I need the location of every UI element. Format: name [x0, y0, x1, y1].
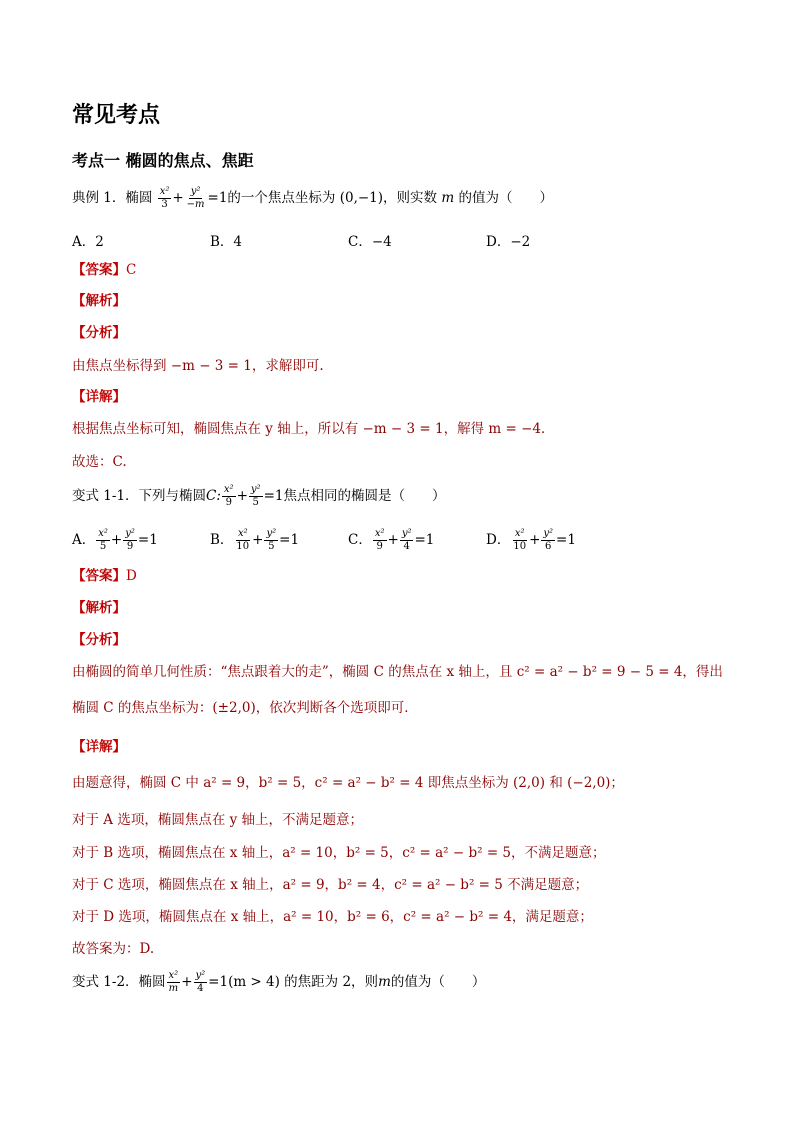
ex1-answer: 【答案】C [72, 262, 137, 278]
ex1-option-d: D．−2 [486, 234, 531, 250]
var1-choose: 故答案为：D. [72, 941, 155, 957]
ex1-option-a: A．2 [72, 234, 104, 250]
ex1-fenxi-text: 由焦点坐标得到 −m − 3 = 1，求解即可. [72, 358, 324, 374]
var1-detail-2: 对于 A 选项，椭圆焦点在 y 轴上，不满足题意； [72, 812, 364, 828]
var1-fenxi-line1: 由椭圆的简单几何性质：“焦点跟着大的走”，椭圆 C 的焦点在 x 轴上，且 c² = a² − b² = 9 − 5 = 4，得出 [72, 664, 723, 680]
var1-detail-4: 对于 C 选项，椭圆焦点在 x 轴上，a² = 9，b² = 4，c² = a² − b² = 5 不满足题意； [72, 877, 589, 893]
var1-analysis-tag: 【解析】 [72, 600, 126, 616]
ex1-choose: 故选：C. [72, 454, 127, 470]
var1-answer: 【答案】D [72, 568, 137, 584]
ex1-fenxi-tag: 【分析】 [72, 325, 126, 341]
ex1-analysis-tag: 【解析】 [72, 293, 126, 309]
var1-option-a: A． $\frac{\text{x²}}{5}$ + $\frac{\text{y²}}{9}$ =1 [72, 528, 158, 552]
ex1-option-b: B．4 [210, 234, 243, 250]
var1-detail-3: 对于 B 选项，椭圆焦点在 x 轴上，a² = 10，b² = 5，c² = a² − b² = 5，不满足题意； [72, 845, 606, 861]
ex1-option-c: C．−4 [348, 234, 392, 250]
var1-fenxi-tag: 【分析】 [72, 632, 126, 648]
var1-option-d: D． $\frac{\text{x²}}{10}$ + $\frac{\text{y²}}{6}$ =1 [486, 528, 576, 552]
variant-1-1-question: 变式 1-1．下列与椭圆C: $\frac{\text{x²}}{9}$ + $\frac{\text{y²}}{5}$ =1焦点相同的椭圆是（ ） [72, 484, 446, 508]
ex1-detail-text: 根据焦点坐标可知，椭圆焦点在 y 轴上，所以有 −m − 3 = 1，解得 m = −4． [72, 421, 555, 437]
variant-1-2-question: 变式 1-2．椭圆 $\frac{\text{x²}}{m}$ + $\frac{\text{y²}}{4}$ =1(m > 4) 的焦距为 2，则m的值为（ ） [72, 970, 486, 994]
var1-detail-1: 由题意得，椭圆 C 中 a² = 9，b² = 5，c² = a² − b² = 4 即焦点坐标为 (2,0) 和 (−2,0)； [72, 775, 624, 791]
page-title: 常见考点 [72, 103, 161, 128]
var1-detail-tag: 【详解】 [72, 739, 126, 755]
var1-option-c: C． $\frac{\text{x²}}{9}$ + $\frac{\text{y²}}{4}$ =1 [348, 528, 435, 552]
var1-option-b: B． $\frac{\text{x²}}{10}$ + $\frac{\text{y²}}{5}$ =1 [210, 528, 300, 552]
example-1-question: 典例 1．椭圆 $\frac{\text{x²}}{3}$ + $\frac{\text{y²}}{-m}$ =1的一个焦点坐标为 (0,−1)，则实数 m 的值为（ ） [72, 186, 553, 210]
ex1-detail-tag: 【详解】 [72, 389, 126, 405]
section-title: 考点一 椭圆的焦点、焦距 [72, 151, 254, 170]
var1-fenxi-line2: 椭圆 C 的焦点坐标为：(±2,0)，依次判断各个选项即可． [72, 700, 418, 716]
var1-detail-5: 对于 D 选项，椭圆焦点在 x 轴上，a² = 10，b² = 6，c² = a² − b² = 4，满足题意； [72, 909, 593, 925]
